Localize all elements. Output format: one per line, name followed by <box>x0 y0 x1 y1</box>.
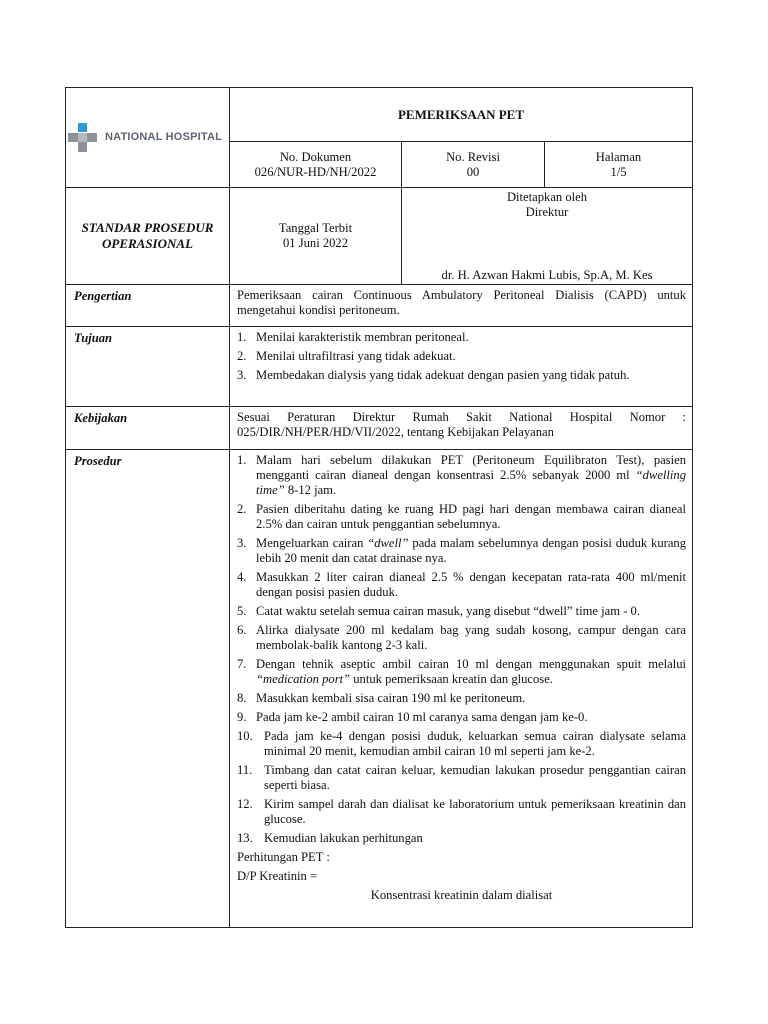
list-item-text-part: Pada jam ke-4 dengan posisi duduk, keluarkan semua cairan dialysate selama minimal 20 menit, kemudian ambil cairan 10 ml seperti jam ke-2. <box>264 729 687 758</box>
list-item-text-part: Alirka dialysate 200 ml kedalam bag yang sudah kosong, campur dengan cara membolak-balik kantong 2-3 kali. <box>256 623 687 652</box>
list-item-text <box>256 623 686 653</box>
list-item-number: 4. <box>237 570 247 584</box>
list-item-number: 2. <box>237 502 247 516</box>
list-item-italic-term: “dwelling time” <box>256 468 687 497</box>
list-item <box>237 763 686 793</box>
hospital-name: NATIONAL HOSPITAL <box>105 131 223 143</box>
list-item-text-part: Pasien diberitahu dating ke ruang HD pagi hari dengan membawa cairan dianeal 2.5% dan cairan untuk penggantian sebelumnya. <box>256 502 687 531</box>
hospital-logo <box>66 121 229 155</box>
list-item-text-part: untuk pemeriksaan kreatin dan glucose. <box>350 672 553 686</box>
list-item-text <box>264 797 686 827</box>
list-item-number: 5. <box>237 604 247 618</box>
hospital-cross-icon <box>66 121 100 155</box>
list-item-number: 3. <box>237 368 247 382</box>
list-item <box>237 349 686 364</box>
list-item <box>237 831 686 846</box>
list-item-text-part: Dengan tehnik aseptic ambil cairan 10 ml dengan menggunakan spuit melalui <box>256 657 687 671</box>
list-item-text <box>256 657 686 687</box>
sop-title-line1: STANDAR PROSEDUR <box>81 220 214 235</box>
list-item-number: 3. <box>237 536 247 550</box>
list-item-text-part: Masukkan kembali sisa cairan 190 ml ke peritoneum. <box>256 691 526 705</box>
list-item-text <box>264 729 686 759</box>
list-item <box>237 453 686 498</box>
calc-label: Perhitungan PET : <box>237 850 330 864</box>
signer-name: dr. H. Azwan Hakmi Lubis, Sp.A, M. Kes <box>441 268 653 282</box>
list-item-text <box>256 570 686 600</box>
list-item <box>237 710 686 725</box>
list-item <box>237 657 686 687</box>
page-label: Halaman <box>595 149 642 164</box>
formula-numerator: Konsentrasi kreatinin dalam dialisat <box>370 888 553 902</box>
section-text-kebijakan: Sesuai Peraturan Direktur Rumah Sakit National Hospital Nomor : 025/DIR/NH/PER/HD/VII/2022, tentang Kebijakan Pelayanan <box>230 407 693 450</box>
revision-label: No. Revisi <box>446 149 500 164</box>
doc-number-label: No. Dokumen <box>279 149 352 164</box>
issued-date-label: Tanggal Terbit <box>278 221 353 235</box>
page-value: 1/5 <box>610 164 627 179</box>
list-item-number: 2. <box>237 349 247 363</box>
list-item-text-part: Catat waktu setelah semua cairan masuk, yang disebut “dwell” time jam - 0. <box>256 604 640 618</box>
list-item-text-part: Mengeluarkan cairan <box>256 536 368 550</box>
section-content-prosedur <box>230 450 693 928</box>
list-item <box>237 623 686 653</box>
list-item-text <box>256 536 686 566</box>
list-item-number: 9. <box>237 710 247 724</box>
document-title: PEMERIKSAAN PET <box>230 88 693 142</box>
list-item <box>237 502 686 532</box>
list-item-number: 1. <box>237 330 247 344</box>
list-item-number: 6. <box>237 623 247 637</box>
list-item-text: Membedakan dialysis yang tidak adekuat dengan pasien yang tidak patuh. <box>256 368 630 382</box>
list-item-text-part: Masukkan 2 liter cairan dianeal 2.5 % dengan kecepatan rata-rata 400 ml/menit dengan posisi pasien duduk. <box>256 570 687 599</box>
section-content-tujuan <box>230 327 693 407</box>
approver-title: Direktur <box>525 205 569 219</box>
list-item-text <box>264 763 686 793</box>
sop-table <box>65 87 693 928</box>
revision-cell <box>402 142 545 188</box>
list-item <box>237 604 686 619</box>
list-item <box>237 570 686 600</box>
doc-number-value: 026/NUR-HD/NH/2022 <box>254 164 377 179</box>
doc-number-cell <box>230 142 402 188</box>
list-item-text-part: Kemudian lakukan perhitungan <box>264 831 423 845</box>
list-item-text <box>256 502 686 532</box>
section-label-pengertian: Pengertian <box>66 285 230 327</box>
list-item <box>237 797 686 827</box>
list-item-number: 7. <box>237 657 247 671</box>
list-item-text-part: pada malam sebelumnya dengan posisi duduk kurang lebih 20 menit dan catat drainase nya. <box>256 536 687 565</box>
section-text-pengertian: Pemeriksaan cairan Continuous Ambulatory Peritoneal Dialisis (CAPD) untuk mengetahui kondisi peritoneum. <box>230 285 693 327</box>
list-item-italic-term: “dwell” <box>367 536 409 550</box>
section-label-prosedur: Prosedur <box>66 450 230 928</box>
list-item-text <box>256 691 686 706</box>
list-item-number: 12. <box>237 797 253 811</box>
list-item <box>237 536 686 566</box>
list-item-number: 1. <box>237 453 247 467</box>
list-item-text-part: Pada jam ke-2 ambil cairan 10 ml caranya sama dengan jam ke-0. <box>256 710 588 724</box>
list-item-number: 13. <box>237 831 253 845</box>
sop-title-line2: OPERASIONAL <box>101 236 194 251</box>
list-item-italic-term: “medication port” <box>256 672 351 686</box>
formula-label: D/P Kreatinin = <box>237 869 318 883</box>
tujuan-list <box>237 330 686 383</box>
revision-value: 00 <box>466 164 480 179</box>
issued-date-value: 01 Juni 2022 <box>282 236 349 250</box>
sop-title-cell <box>66 188 230 285</box>
list-item-text <box>256 604 686 619</box>
list-item-number: 10. <box>237 729 253 743</box>
section-label-tujuan: Tujuan <box>66 327 230 407</box>
list-item-text-part: Kirim sampel darah dan dialisat ke laboratorium untuk pemeriksaan kreatinin dan glucose. <box>264 797 687 826</box>
list-item-number: 8. <box>237 691 247 705</box>
list-item-text: Menilai ultrafiltrasi yang tidak adekuat. <box>256 349 456 363</box>
list-item-text <box>264 831 686 846</box>
logo-cell <box>66 88 230 188</box>
list-item-text-part: Timbang dan catat cairan keluar, kemudian lakukan prosedur penggantian cairan seperti biasa. <box>264 763 687 792</box>
approved-by-label: Ditetapkan oleh <box>506 190 588 204</box>
issued-date-cell <box>230 188 402 285</box>
list-item-text-part: Malam hari sebelum dilakukan PET (Peritoneum Equilibraton Test), pasien mengganti cairan dianeal dengan konsentrasi 2.5% sebanyak 2000 ml <box>256 453 687 482</box>
list-item <box>237 729 686 759</box>
approval-cell <box>402 188 693 285</box>
list-item <box>237 330 686 345</box>
list-item-number: 11. <box>237 763 253 777</box>
section-label-kebijakan: Kebijakan <box>66 407 230 450</box>
list-item-text <box>256 453 686 498</box>
prosedur-list <box>237 453 686 846</box>
list-item-text <box>256 710 686 725</box>
list-item-text: Menilai karakteristik membran peritoneal. <box>256 330 469 344</box>
page-cell <box>545 142 693 188</box>
list-item <box>237 691 686 706</box>
list-item <box>237 368 686 383</box>
list-item-text-part: 8-12 jam. <box>284 483 337 497</box>
